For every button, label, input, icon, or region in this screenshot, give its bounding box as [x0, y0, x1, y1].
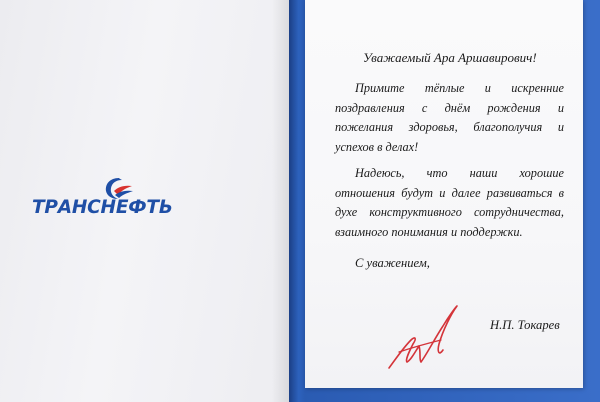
letter-closing: С уважением,	[355, 256, 430, 270]
folder-spine	[289, 0, 305, 402]
paragraph-1-text: Примите тёплые и искренние поздравления с днём рождения и пожелания здоровья, благополучия и успехов в делах!	[335, 81, 564, 154]
transneft-logo	[32, 175, 202, 225]
paragraph-2-text: Надеюсь, что наши хорошие отношения будут и далее развиваться в духе конструктивного сотрудничества, взаимного понимания и поддержки.	[335, 166, 564, 239]
letter-paragraph-1	[335, 79, 564, 157]
signer-name: Н.П. Токарев	[490, 318, 560, 332]
handwritten-signature-icon	[385, 300, 465, 375]
logo-wordmark: ТРАНСНЕФТЬ	[32, 197, 173, 218]
letter-greeting: Уважаемый Ара Аршавирович!	[363, 50, 537, 65]
letter-paragraph-2	[335, 164, 564, 242]
